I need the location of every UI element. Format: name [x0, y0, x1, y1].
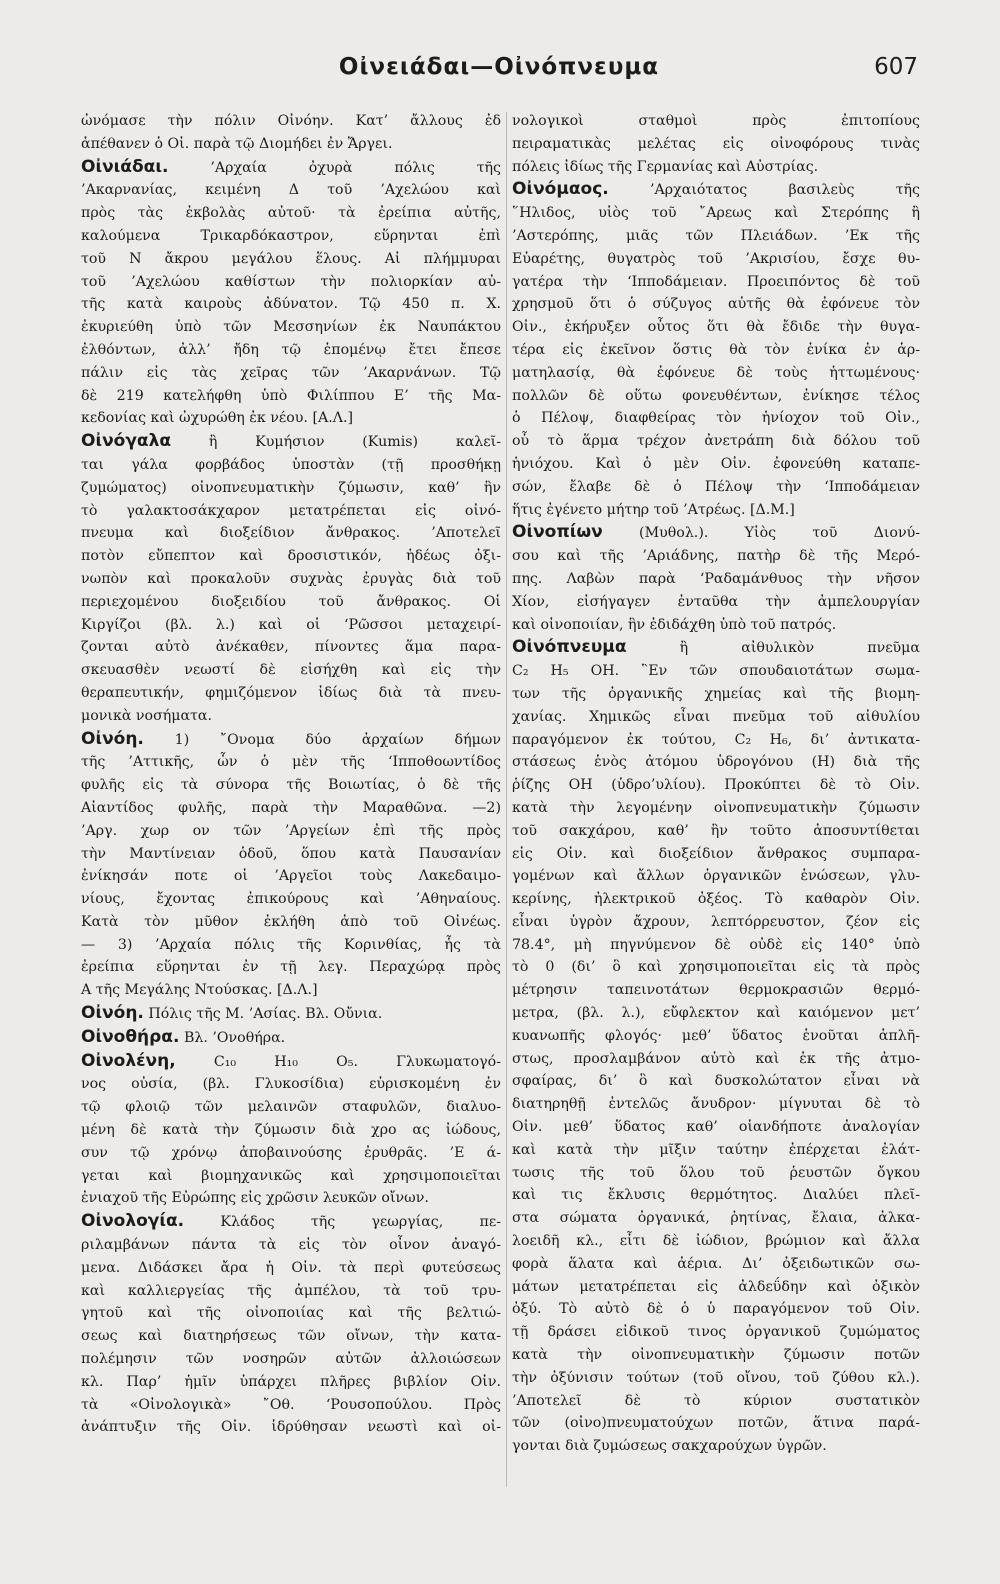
text-line — [512, 1321, 920, 1344]
text-line — [81, 477, 501, 500]
text-line — [512, 385, 920, 408]
text-line — [512, 797, 920, 820]
line-text: ῞Ηλιδος, υἱὸς τοῦ ῎Αρεως καὶ Στερόπης ἢ — [512, 205, 920, 222]
text-line — [512, 1162, 920, 1185]
column-divider — [506, 112, 507, 1487]
text-line — [81, 820, 501, 843]
line-text: ἥτις ἐγένετο μήτηρ τοῦ ’Ατρέως. [Δ.Μ.] — [512, 501, 795, 518]
line-text: γομένων καὶ ἄλλων ὀργανικῶν ἑνώσεων, γλυ- — [512, 868, 920, 885]
entry-headword: Οἰνοπίων — [512, 522, 603, 543]
line-text: μένη δὲ κατὰ τὴν ζύμωσιν διὰ χρο ας ἰώδους, — [81, 1122, 501, 1139]
text-line — [512, 911, 920, 934]
text-line — [81, 1325, 501, 1348]
text-line — [512, 1230, 920, 1253]
entry-headword: Οἰνολένη, — [81, 1050, 176, 1071]
line-text: Εὐαρέτης, θυγατρὸς τοῦ ’Ακρισίου, ἔσχε θυ- — [512, 250, 920, 267]
text-line — [512, 293, 920, 316]
line-text: καλούμενα Τρικαρδόκαστρον, εὕρηνται ἐπὶ — [81, 227, 501, 244]
line-text: ἀπέθανεν ὁ Οἰ. παρὰ τῷ Διομήδει ἐν Ἄργει. — [81, 135, 393, 152]
line-text: ὠνόμασε τὴν πόλιν Οἰνόην. Κατ’ ἄλλους ἐδ — [81, 113, 501, 129]
text-line — [81, 1348, 501, 1371]
text-line — [81, 1302, 501, 1325]
line-text: τῶν (οἰνο)πνευματούχων ποτῶν, ἅτινα παρά- — [512, 1415, 920, 1432]
line-text: των τῆς ὀργανικῆς χημείας καὶ τῆς βιομη- — [512, 685, 920, 702]
line-text: σφαίρας, δι’ ὃ καὶ δυσκολώτατον εἶναι νὰ — [512, 1073, 920, 1090]
text-line — [81, 1119, 501, 1142]
text-line — [512, 133, 920, 156]
text-line — [81, 271, 501, 294]
text-line — [81, 774, 501, 797]
text-line — [81, 316, 501, 339]
text-line — [81, 911, 501, 934]
text-line — [81, 202, 501, 225]
line-text: νος οὐσία, (βλ. Γλυκοσίδια) εὑρισκομένη ἐν — [81, 1076, 501, 1093]
entry-headword: Οἰνόη. — [81, 1003, 144, 1024]
text-line — [512, 453, 920, 476]
text-line — [81, 110, 501, 133]
line-text: στάσεως ἑνὸς ἀτόμου ὑδρογόνου (H) διὰ τῆς — [512, 754, 920, 771]
text-line — [81, 225, 501, 248]
text-line — [81, 1142, 501, 1165]
line-text: πάλιν εἰς τὰς χεῖρας τῶν ’Ακαρνάνων. Τῷ — [81, 364, 501, 381]
line-text: σκευασθὲν νεωστί δὲ εἰσήχθη καὶ εἰς τὴν — [81, 662, 501, 679]
line-text: μονικὰ νοσήματα. — [81, 707, 212, 724]
text-line — [512, 1048, 920, 1071]
text-line — [512, 934, 920, 957]
entry-line — [81, 728, 501, 752]
line-text: ριλαμβάνων πάντα τὰ εἰς τὸν οἶνον ἀναγό- — [81, 1237, 501, 1254]
line-text: τὸ 0 (δι’ ὃ καὶ χρησιμοποιεῖται εἰς τὰ πρὸς — [512, 959, 920, 976]
line-text: τέρα εἰς ἐκεῖνον ὅστις θὰ τὸν ἐνίκα ἐν ἁρ- — [512, 341, 920, 358]
line-text: Κιργίζοι (βλ. λ.) καὶ οἱ ‘Ρῶσσοι μεταχειρί- — [81, 616, 501, 633]
line-text: θεραπευτικήν, φημιζόμενον ἰδίως διὰ τὰ πνευ- — [81, 684, 501, 701]
line-text: ῥίζης OH (ὑδρο’υλίου). Προκύπτει δὲ τὸ Οἰν. — [512, 777, 920, 794]
line-text: τῆς ’Αττικῆς, ὧν ὁ μὲν τῆς ‘Ιπποθοωντίδος — [81, 754, 501, 771]
text-line — [81, 979, 501, 1002]
line-text: ἐνίκησάν ποτε οἱ ’Αργεῖοι τοὺς Λακεδαιμο- — [81, 868, 501, 885]
line-text: τὴν Μαντίνειαν ὁδοῦ, ὅπου κατὰ Παυσανίαν — [81, 845, 501, 862]
line-text: C₁₀ H₁₀ O₅. Γλυκωματογό- — [213, 1053, 501, 1070]
text-line — [512, 1367, 920, 1390]
entry-line — [81, 1050, 501, 1074]
page-header — [80, 54, 918, 94]
line-text: καὶ οἰνοποιίαν, ἣν ἐδιδάχθη ὑπὸ τοῦ πατρός. — [512, 616, 837, 633]
line-text: γονται διὰ ζυμώσεως σακχαρούχων ὑγρῶν. — [512, 1438, 827, 1455]
text-line — [512, 407, 920, 430]
line-text: τοῦ Ν ἄκρου μεγάλου ἕλους. Αἱ πλήμμυραι — [81, 250, 501, 267]
line-text: καὶ τις ἔκλυσις θερμότητος. Διαλύει πλεῖ- — [512, 1187, 920, 1204]
text-line — [81, 1416, 501, 1439]
entry-headword: Οἰνολογία. — [81, 1211, 185, 1232]
line-text: μετρα, (βλ. λ.), εὔφλεκτον καὶ καιόμενον μετ’ — [512, 1005, 920, 1022]
line-text: νολογικοὶ σταθμοὶ πρὸς ἐπιτοπίους — [512, 113, 920, 129]
line-text: στα σώματα ὀργανικά, ῥητίνας, ἔλαια, ἀλκα- — [512, 1210, 920, 1227]
text-line — [512, 430, 920, 453]
line-text: καὶ κατὰ τὴν μῖξιν ταύτην ἐπέρχεται ἐλάτ- — [512, 1141, 920, 1158]
line-text: τὸ γαλακτοσάκχαρον μετατρέπεται εἰς οἰνό- — [81, 502, 501, 519]
line-text: ὁ Πέλοψ, διαφθείρας τὸν ἡνίοχον τοῦ Οἰν., — [512, 410, 920, 427]
line-text: καὶ καλλιεργείας τῆς ἀμπέλου, τὰ τοῦ τρυ- — [81, 1282, 501, 1299]
line-text: Βλ. ’Ονοθήρα. — [183, 1029, 286, 1046]
text-line — [512, 1435, 920, 1458]
line-text: ’Αποτελεῖ δὲ τὸ κύριον συστατικὸν — [512, 1392, 920, 1409]
text-line — [81, 1257, 501, 1280]
line-text: Χίον, εἰσήγαγεν ἐνταῦθα τὴν ἀμπελουργίαν — [512, 593, 920, 610]
line-text: ’Αρχαιότατος βασιλεὺς τῆς — [650, 182, 921, 199]
text-line — [512, 706, 920, 729]
line-text: κεδονίας καὶ ὠχυρώθη ἐκ νέου. [Α.Λ.] — [81, 410, 354, 427]
text-line — [81, 705, 501, 728]
line-text: ὀξύ. Τὸ αὐτὸ δὲ ὁ ὑ παραγόμενον τοῦ Οἰν. — [512, 1301, 920, 1318]
line-text: γεται καὶ βιομηχανικῶς καὶ χρησιμοποιεῖται — [81, 1167, 501, 1184]
line-text: Αἰαντίδος φυλῆς, παρὰ τὴν Μαραθῶνα. —2) — [81, 799, 501, 816]
text-line — [81, 591, 501, 614]
entry-line — [512, 178, 920, 202]
text-line — [81, 843, 501, 866]
entry-headword: Οἰνιάδαι. — [81, 156, 169, 177]
line-text: τὰ «Οἰνολογικὰ» ῎Οθ. ‘Ρουσοπούλου. Πρὸς — [81, 1396, 501, 1413]
line-text: τοῦ ’Αχελώου καθίστων τὴν πολιορκίαν αὐ- — [81, 273, 501, 290]
text-line — [512, 820, 920, 843]
line-text: εἰς Οἰν. καὶ διοξείδιον ἄνθρακος συμπαρα- — [512, 845, 920, 862]
line-text: ’Αρχαία ὀχυρὰ πόλις τῆς — [210, 159, 502, 176]
entry-line — [81, 1210, 501, 1234]
line-text: 78.4°, μὴ πηγνύμενον δὲ οὐδὲ εἰς 140° ὑπὸ — [512, 936, 920, 953]
text-line — [512, 751, 920, 774]
entry-line — [81, 1026, 501, 1050]
text-line — [512, 843, 920, 866]
text-line — [81, 1234, 501, 1257]
text-line — [512, 956, 920, 979]
line-text: κατὰ τὴν λεγομένην οἰνοπνευματικὴν ζύμωσιν — [512, 799, 920, 816]
line-text: πειραματικὰς μελέτας εἰς οἰνοφόρους τινὰς — [512, 135, 920, 152]
line-text: δὲ 219 κατελήφθη ὑπὸ Φιλίππου Ε’ τῆς Μα- — [81, 387, 501, 404]
text-line — [512, 476, 920, 499]
text-line — [81, 1073, 501, 1096]
text-line — [81, 407, 501, 430]
text-line — [512, 568, 920, 591]
text-line — [512, 202, 920, 225]
text-line — [512, 1412, 920, 1435]
text-line — [512, 316, 920, 339]
text-line — [81, 956, 501, 979]
line-text: ζονται αὐτὸ ἀνέκαθεν, πίνοντες ἅμα παρα- — [81, 639, 501, 656]
line-text: ἐρείπια εὕρηνται ἐν τῇ λεγ. Περαχώρᾳ πρὸς — [81, 959, 501, 976]
line-text: C₂ H₅ OH. ῝Εν τῶν σπουδαιοτάτων σωμα- — [512, 663, 920, 680]
text-line — [81, 1394, 501, 1417]
line-text: ἡνιόχου. Καὶ ὁ μὲν Οἰν. ἐφονεύθη καταπε- — [512, 455, 920, 472]
line-text: περιεχομένου διοξειδίου τοῦ ἄνθρακος. Οἱ — [81, 593, 501, 610]
text-line — [512, 248, 920, 271]
text-line — [512, 1116, 920, 1139]
text-line — [512, 362, 920, 385]
entry-line — [512, 521, 920, 545]
line-text: γητοῦ καὶ τῆς οἰνοποιίας καὶ τῆς βελτιώ- — [81, 1305, 501, 1322]
text-line — [81, 1371, 501, 1394]
line-text: ἐλθόντων, ἀλλ’ ἤδη τῷ ἑπομένῳ ἔτει ἔπεσε — [81, 341, 501, 358]
line-text: Πόλις τῆς Μ. ’Ασίας. Βλ. Οὔνια. — [148, 1006, 383, 1023]
text-line — [512, 1139, 920, 1162]
text-line — [512, 865, 920, 888]
text-line — [512, 1025, 920, 1048]
line-text: πόλεις ἰδίως τῆς Γερμανίας καὶ Αὐστρίας. — [512, 158, 819, 175]
line-text: ται γάλα φορβάδος ὑποστὰν (τῇ προσθήκῃ — [81, 456, 501, 473]
line-text: τῆς κατὰ καιροὺς ἀδύνατον. Τῷ 450 π. Χ. — [81, 296, 501, 313]
line-text: σεως καὶ διατηρήσεως τῶν οἴνων, τὴν κατα- — [81, 1328, 501, 1345]
line-text: νωπὸν καὶ προκαλοῦν συχνὰς ἐρυγὰς διὰ τοῦ — [81, 570, 501, 587]
line-text: Οἰν. μεθ’ ὕδατος καθ’ οἱανδήποτε ἀναλογίαν — [512, 1119, 920, 1136]
line-text: ’Αστερόπης, μιᾶς τῶν Πλειάδων. ’Εκ τῆς — [512, 227, 920, 244]
text-line — [81, 682, 501, 705]
text-line — [81, 865, 501, 888]
line-text: παραγόμενον ἐκ τούτου, C₂ H₆, δι’ ἀντικατα- — [512, 731, 920, 748]
line-text: πολλῶν δὲ οὕτω φονευθέντων, ἐνίκησε τέλος — [512, 387, 920, 404]
line-text: φυλῆς εἰς τὰ σύνορα τῆς Βοιωτίας, ὁ δὲ τῆς — [81, 777, 501, 794]
line-text: πρὸς τὰς ἐκβολὰς αὐτοῦ· τὰ ἐρείπια αὐτῆς, — [81, 205, 501, 222]
line-text: 1) ῎Ονομα δύο ἀρχαίων δήμων — [174, 731, 501, 748]
text-line — [81, 179, 501, 202]
text-line — [512, 339, 920, 362]
line-text: φορὰ ἅλατα καὶ ἀέρια. Δι’ ὀξειδωτικῶν σω- — [512, 1255, 920, 1272]
text-line — [512, 1070, 920, 1093]
entry-headword: Οἰνόμαος. — [512, 179, 609, 200]
line-text: ζυμώματος) οἰνοπνευματικὴν ζύμωσιν, καθ’ ἣν — [81, 479, 501, 496]
line-text: ἀνάπτυξιν τῆς Οἰν. ἱδρύθησαν νεωστὶ καὶ οἰ- — [81, 1419, 501, 1436]
text-line — [512, 545, 920, 568]
text-line — [81, 385, 501, 408]
text-line — [512, 1184, 920, 1207]
text-line — [81, 293, 501, 316]
text-line — [512, 110, 920, 133]
text-line — [81, 339, 501, 362]
line-text: μενα. Διδάσκει ἄρα ἡ Οἰν. τὰ περὶ φυτεύσεως — [81, 1259, 501, 1276]
text-line — [512, 1093, 920, 1116]
text-line — [81, 568, 501, 591]
line-text: κλ. Παρ’ ἡμῖν ὑπάρχει πλῆρες βιβλίον Οἰν. — [81, 1373, 501, 1390]
line-text: κατὰ τὴν οἰνοπνευματικὴν ζύμωσιν ποτῶν — [512, 1347, 920, 1364]
text-line — [81, 1187, 501, 1210]
text-line — [512, 660, 920, 683]
line-text: Α τῆς Μεγάλης Ντούσκας. [Δ.Λ.] — [81, 982, 318, 999]
entry-headword: Οἰνόη. — [81, 728, 144, 749]
line-text: ματηλασίᾳ, θὰ ἐφόνευε δὲ τοὺς ἡττωμένους· — [512, 364, 920, 381]
text-line — [81, 500, 501, 523]
line-text: τῷ φλοιῷ τῶν μελαινῶν σταφυλῶν, διαλυο- — [81, 1099, 501, 1116]
text-line — [81, 888, 501, 911]
text-line — [512, 729, 920, 752]
text-line — [512, 1298, 920, 1321]
text-line — [81, 248, 501, 271]
line-text: μάτων μετατρέπεται εἰς ἀλδεΰδην καὶ ὀξικὸν — [512, 1278, 920, 1295]
line-text: διατηρηθῇ ἐντελῶς ἄνυδρον· μίγνυται δὲ τὸ — [512, 1096, 920, 1113]
line-text: ἐνιαχοῦ τῆς Εὐρώπης εἰς χρῶσιν λευκῶν οἴνων. — [81, 1190, 429, 1207]
line-text: πης. Λαβὼν παρὰ ‘Ραδαμάνθυος τὴν νῆσον — [512, 570, 920, 587]
line-text: — 3) ’Αρχαία πόλις τῆς Κορινθίας, ἧς τὰ — [81, 936, 501, 953]
text-line — [512, 1276, 920, 1299]
entry-line — [81, 430, 501, 454]
line-text: εἶναι ὑγρὸν ἄχρουν, λεπτόρρευστον, ζέον εἰς — [512, 913, 920, 930]
line-text: ἢ Κυμήσιον (Kumis) καλεῖ- — [208, 434, 501, 451]
line-text: ποτὸν εὔπεπτον καὶ δροσιστικόν, ἡδέως ὀξι- — [81, 548, 501, 565]
text-line — [512, 1002, 920, 1025]
text-line — [81, 934, 501, 957]
line-text: πολέμησιν τῶν νοσηρῶν αὐτῶν ἀλλοιώσεων — [81, 1351, 501, 1368]
text-line — [512, 614, 920, 637]
line-text: μέτρησιν ταπεινοτάτων θερμοκρασιῶν θερμό- — [512, 982, 920, 999]
line-text: συν τῷ χρόνῳ ἀποβαινούσης ἐρυθρᾶς. ’Ε ά- — [81, 1144, 501, 1161]
line-text: τῇ δράσει εἰδικοῦ τινος ὀργανικοῦ ζυμώματος — [512, 1324, 920, 1341]
text-line — [512, 225, 920, 248]
text-line — [81, 1165, 501, 1188]
line-text: νίους, ἔχοντας ἐπικούρους καὶ ’Αθηναίους. — [81, 891, 501, 908]
entry-headword: Οἰνόπνευμα — [512, 637, 627, 658]
line-text: στως, προσλαμβάνον αὐτὸ καὶ ἐκ τῆς ἀτμο- — [512, 1050, 920, 1067]
text-line — [81, 133, 501, 156]
line-text: (Μυθολ.). Υἱὸς τοῦ Διονύ- — [639, 525, 921, 542]
text-line — [512, 683, 920, 706]
text-line — [81, 522, 501, 545]
text-line — [512, 591, 920, 614]
text-line — [512, 499, 920, 522]
entry-line — [81, 1002, 501, 1026]
text-line — [81, 362, 501, 385]
text-line — [81, 797, 501, 820]
text-line — [512, 1390, 920, 1413]
running-title: Οἰνειάδαι—Οἰνόπνευμα — [338, 54, 660, 80]
entry-headword: Οἰνοθήρα. — [81, 1026, 180, 1047]
line-text: κυανωπῆς φλογός· μεθ’ ὕδατος ἑνοῦται ἁπλῆ- — [512, 1027, 920, 1044]
line-text: γατέρα τὴν ‘Ιπποδάμειαν. Προειπόντος δὲ τοῦ — [512, 273, 920, 290]
entry-line — [81, 156, 501, 180]
line-text: σου καὶ τῆς ’Αριάδνης, πατὴρ δὲ τῆς Μερό- — [512, 548, 920, 565]
text-line — [512, 1344, 920, 1367]
line-text: Οἰν., ἐκήρυξεν οὗτος ὅτι θὰ ἔδιδε τὴν θυγα- — [512, 319, 920, 336]
line-text: τοῦ σακχάρου, καθ’ ἣν τοῦτο ἀποσυντίθεται — [512, 822, 920, 839]
text-line — [512, 1207, 920, 1230]
line-text: λοειδῆ κλ., εἶτι δὲ ἰώδιον, βρώμιον καὶ ἄλλα — [512, 1233, 920, 1250]
text-line — [81, 454, 501, 477]
line-text: Κλάδος τῆς γεωργίας, πε- — [220, 1214, 502, 1231]
text-line — [81, 636, 501, 659]
text-line — [81, 751, 501, 774]
text-line — [512, 774, 920, 797]
line-text: σών, ἔλαβε δὲ ὁ Πέλοψ τὴν ‘Ιπποδάμειαν — [512, 478, 920, 495]
text-line — [512, 1253, 920, 1276]
text-line — [81, 614, 501, 637]
line-text: χανίας. Χημικῶς εἶναι πνεῦμα τοῦ αἰθυλίου — [512, 708, 920, 725]
line-text: ἐκυριεύθη ὑπὸ τῶν Μεσσηνίων ἐκ Ναυπάκτου — [81, 319, 501, 336]
page-number: 607 — [874, 54, 918, 80]
line-text: τὴν ὀξύνισιν τούτων (τοῦ οἴνου, τοῦ ζύθου κλ.). — [512, 1369, 920, 1386]
text-line — [512, 271, 920, 294]
line-text: ’Ακαρνανίας, κειμένη Δ τοῦ ’Αχελώου καὶ — [81, 182, 501, 199]
line-text: χρησμοῦ ὅτι ὁ σύζυγος αὐτῆς θὰ ἐφόνευε τὸν — [512, 296, 920, 313]
line-text: οὗ τὸ ἅρμα τρέχον ἀνετράπη διὰ δόλου τοῦ — [512, 433, 920, 450]
entry-line — [512, 636, 920, 660]
line-text: ἢ αἰθυλικὸν πνεῦμα — [679, 640, 920, 657]
line-text: ’Αργ. χωρ ον τῶν ’Αργείων ἐπὶ τῆς πρὸς — [81, 822, 501, 839]
text-line — [81, 1280, 501, 1303]
entry-headword: Οἰνόγαλα — [81, 431, 172, 452]
left-column — [81, 110, 501, 1439]
text-line — [81, 545, 501, 568]
text-line — [512, 156, 920, 179]
text-line — [512, 979, 920, 1002]
line-text: πνευμα καὶ διοξείδιον ἄνθρακος. ’Αποτελεῖ — [81, 525, 501, 542]
right-column — [512, 110, 920, 1458]
text-line — [81, 1096, 501, 1119]
line-text: τωσις τῆς τοῦ ὅλου τοῦ ῥευστῶν ὄγκου — [512, 1164, 920, 1181]
text-line — [512, 888, 920, 911]
line-text: Κατὰ τὸν μῦθον ἐκλήθη ἀπὸ τοῦ Οἰνέως. — [81, 913, 501, 930]
text-line — [81, 659, 501, 682]
line-text: κερίνης, ἠλεκτρικοῦ ὀξέος. Τὸ καθαρὸν Οἰν. — [512, 891, 920, 908]
